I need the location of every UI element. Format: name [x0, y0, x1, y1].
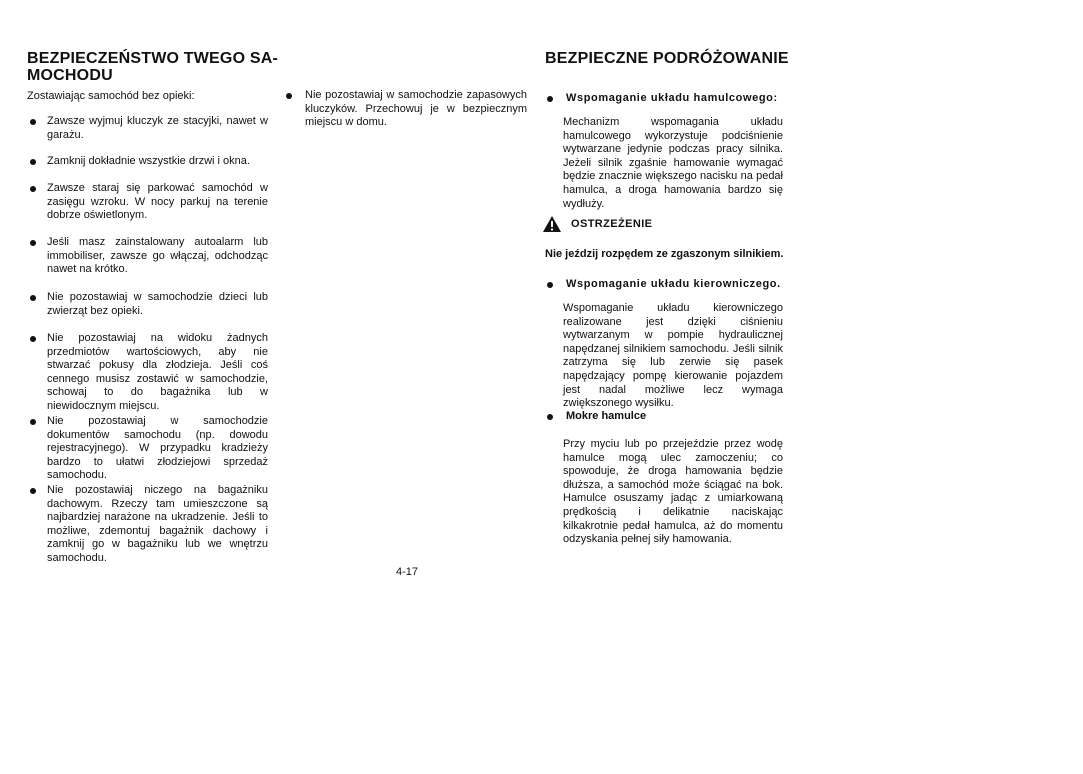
- left-bullet-6: Nie pozostawiaj na widoku żadnych przedmiotów wartościowych, aby nie stwarzać pokusy dla złodzieja. Jeśli coś cennego musisz zostawić w samochodzie, schowaj to do bagażnika lub w niewidocznym miejscu.: [47, 332, 268, 412]
- left-title-line2: MOCHODU: [27, 67, 113, 84]
- left-intro: Zostawiając samochód bez opieki:: [27, 90, 195, 102]
- bullet-dot: [30, 186, 36, 192]
- right-title: BEZPIECZNE PODRÓŻOWANIE: [545, 50, 789, 67]
- bullet-dot: [30, 159, 36, 165]
- left-bullet-2: Zamknij dokładnie wszystkie drzwi i okna.: [47, 155, 250, 167]
- left-bullet-5: Nie pozostawiaj w samochodzie dzieci lub zwierząt bez opieki.: [47, 291, 268, 317]
- bullet-dot: [30, 419, 36, 425]
- warning-text: Nie jeździj rozpędem ze zgaszonym silnikiem.: [545, 248, 784, 260]
- warning-label: OSTRZEŻENIE: [571, 218, 653, 230]
- section3-heading: Mokre hamulce: [566, 410, 647, 422]
- bullet-dot: [30, 295, 36, 301]
- bullet-dot: [30, 336, 36, 342]
- left-bullet-3: Zawsze staraj się parkować samochód w zasięgu wzroku. W nocy parkuj na terenie dobrze oświetlonym.: [47, 182, 268, 222]
- left-bullet-4: Jeśli masz zainstalowany autoalarm lub immobiliser, zawsze go włączaj, odchodząc nawet na krótko.: [47, 236, 268, 276]
- section2-text: Wspomaganie układu kierowniczego realizowane jest dzięki ciśnieniu wytwarzanym w pompie hydraulicznej napędzanej silnikiem samochodu. Jeśli silnik zatrzyma się lub zerwie się pasek napędzający pompę kierowanie pojazdem jest nadal możliwe lecz wymaga zwiększonego wysiłku.: [563, 302, 783, 410]
- section1-heading: Wspomaganie układu hamulcowego:: [566, 92, 778, 104]
- bullet-dot: [30, 119, 36, 125]
- section3-text: Przy myciu lub po przejeździe przez wodę hamulce mogą ulec zamoczeniu; co spowoduje, że droga hamowania będzie dłuższa, a samochód może ściągać na bok. Hamulce osuszamy jadąc z umiarkowaną prędkością i delikatnie naciskając kilkakrotnie pedał hamulca, aż do momentu odzyskania pełnej siły hamowania.: [563, 438, 783, 546]
- warning-triangle-icon: [542, 215, 562, 233]
- bullet-dot: [547, 414, 553, 420]
- bullet-dot: [286, 93, 292, 99]
- left-bullet-8: Nie pozostawiaj niczego na bagażniku dachowym. Rzeczy tam umieszczone są najbardziej narażone na ukradzenie. Jeśli to możliwe, zdemontuj bagażnik dachowy i zamknij go w bagażniku lub we wnętrzu samochodu.: [47, 484, 268, 564]
- middle-bullet-1: Nie pozostawiaj w samochodzie zapasowych kluczyków. Przechowuj je w bezpiecznym miejscu w domu.: [305, 89, 527, 129]
- left-bullet-7: Nie pozostawiaj w samochodzie dokumentów samochodu (np. dowodu rejestracyjnego). W przypadku kradzieży bardzo to ułatwi złodziejowi sprzedaż samochodu.: [47, 415, 268, 482]
- section1-text: Mechanizm wspomagania układu hamulcowego wykorzystuje podciśnienie wytwarzane jedynie podczas pracy silnika. Jeżeli silnik zgaśnie hamowanie wymagać będzie znacznie większego nacisku na pedał hamulca, a droga hamowania bardzo się wydłuży.: [563, 116, 783, 210]
- section2-heading: Wspomaganie układu kierowniczego.: [566, 278, 781, 290]
- page-number: 4-17: [396, 566, 419, 578]
- bullet-dot: [547, 96, 553, 102]
- bullet-dot: [30, 240, 36, 246]
- left-bullet-1: Zawsze wyjmuj kluczyk ze stacyjki, nawet w garażu.: [47, 115, 268, 141]
- left-title-line1: BEZPIECZEŃSTWO TWEGO SA-: [27, 50, 279, 67]
- bullet-dot: [30, 488, 36, 494]
- bullet-dot: [547, 282, 553, 288]
